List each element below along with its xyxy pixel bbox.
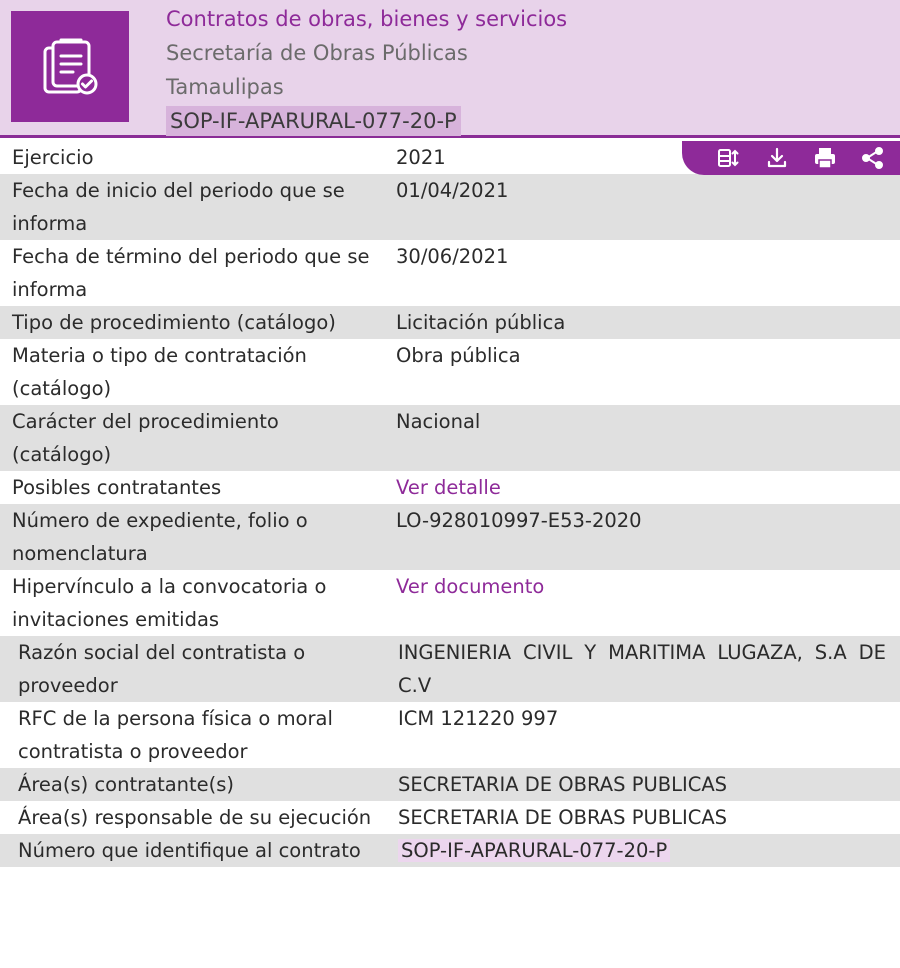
state-name: Tamaulipas (166, 75, 284, 99)
row-label: Fecha de inicio del periodo que se informa (12, 179, 345, 235)
table-row-fecha-termino (0, 240, 900, 306)
row-label: Área(s) contratante(s) (18, 773, 235, 796)
table-row-convocatoria (0, 570, 900, 636)
share-button[interactable] (860, 145, 886, 171)
print-button[interactable] (812, 145, 838, 171)
row-value: ICM 121220 997 (398, 707, 559, 730)
agency-name: Secretaría de Obras Públicas (166, 41, 468, 65)
contract-number-value: SOP-IF-APARURAL-077-20-P (398, 839, 670, 862)
row-label: Razón social del contratista o proveedor (18, 641, 306, 697)
row-value: SECRETARIA DE OBRAS PUBLICAS (398, 773, 728, 796)
ver-documento-link[interactable]: Ver documento (396, 575, 545, 598)
download-button[interactable] (764, 145, 790, 171)
print-icon (813, 146, 837, 170)
row-label: Área(s) responsable de su ejecución (18, 806, 372, 829)
clipboard-check-icon (37, 34, 103, 100)
table-row-numero-contrato (0, 834, 900, 867)
row-value: 30/06/2021 (396, 245, 509, 268)
ver-detalle-link[interactable]: Ver detalle (396, 476, 501, 499)
table-row-razon-social (0, 636, 900, 702)
table-row-posibles-contratantes (0, 471, 900, 504)
columns-sort-button[interactable] (716, 145, 742, 171)
row-value: LO-928010997-E53-2020 (396, 509, 642, 532)
table-row-materia (0, 339, 900, 405)
row-label: Fecha de término del periodo que se informa (12, 245, 370, 301)
row-value: 01/04/2021 (396, 179, 509, 202)
table-row-area-contratante (0, 768, 900, 801)
row-label: Posibles contratantes (12, 476, 222, 499)
row-value: INGENIERIA CIVIL Y MARITIMA LUGAZA, S.A DE C.V (398, 641, 886, 697)
row-value: Obra pública (396, 344, 521, 367)
row-label: Carácter del procedimiento (catálogo) (12, 410, 279, 466)
row-label: Número que identifique al contrato (18, 839, 361, 862)
row-value: 2021 (396, 146, 446, 169)
table-row-rfc (0, 702, 900, 768)
table-row-caracter (0, 405, 900, 471)
download-icon (765, 146, 789, 170)
row-label: Número de expediente, folio o nomenclatura (12, 509, 308, 565)
page-title: Contratos de obras, bienes y servicios (166, 7, 568, 31)
table-row-expediente (0, 504, 900, 570)
columns-sort-icon (717, 146, 741, 170)
row-label: Ejercicio (12, 146, 94, 169)
share-icon (861, 146, 885, 170)
logo-tile (11, 11, 129, 122)
contract-code-badge: SOP-IF-APARURAL-077-20-P (166, 106, 461, 136)
page-header (0, 0, 900, 138)
actions-toolbar (682, 141, 900, 175)
row-label: Tipo de procedimiento (catálogo) (12, 311, 336, 334)
row-value: Nacional (396, 410, 481, 433)
row-label: Hipervínculo a la convocatoria o invitaciones emitidas (12, 575, 327, 631)
row-label: Materia o tipo de contratación (catálogo) (12, 344, 307, 400)
table-row-tipo-procedimiento (0, 306, 900, 339)
details-table (0, 141, 900, 867)
row-value: Licitación pública (396, 311, 566, 334)
row-label: RFC de la persona física o moral contratista o proveedor (18, 707, 333, 763)
row-value: SECRETARIA DE OBRAS PUBLICAS (398, 806, 728, 829)
table-row-fecha-inicio (0, 174, 900, 240)
table-row-area-responsable (0, 801, 900, 834)
